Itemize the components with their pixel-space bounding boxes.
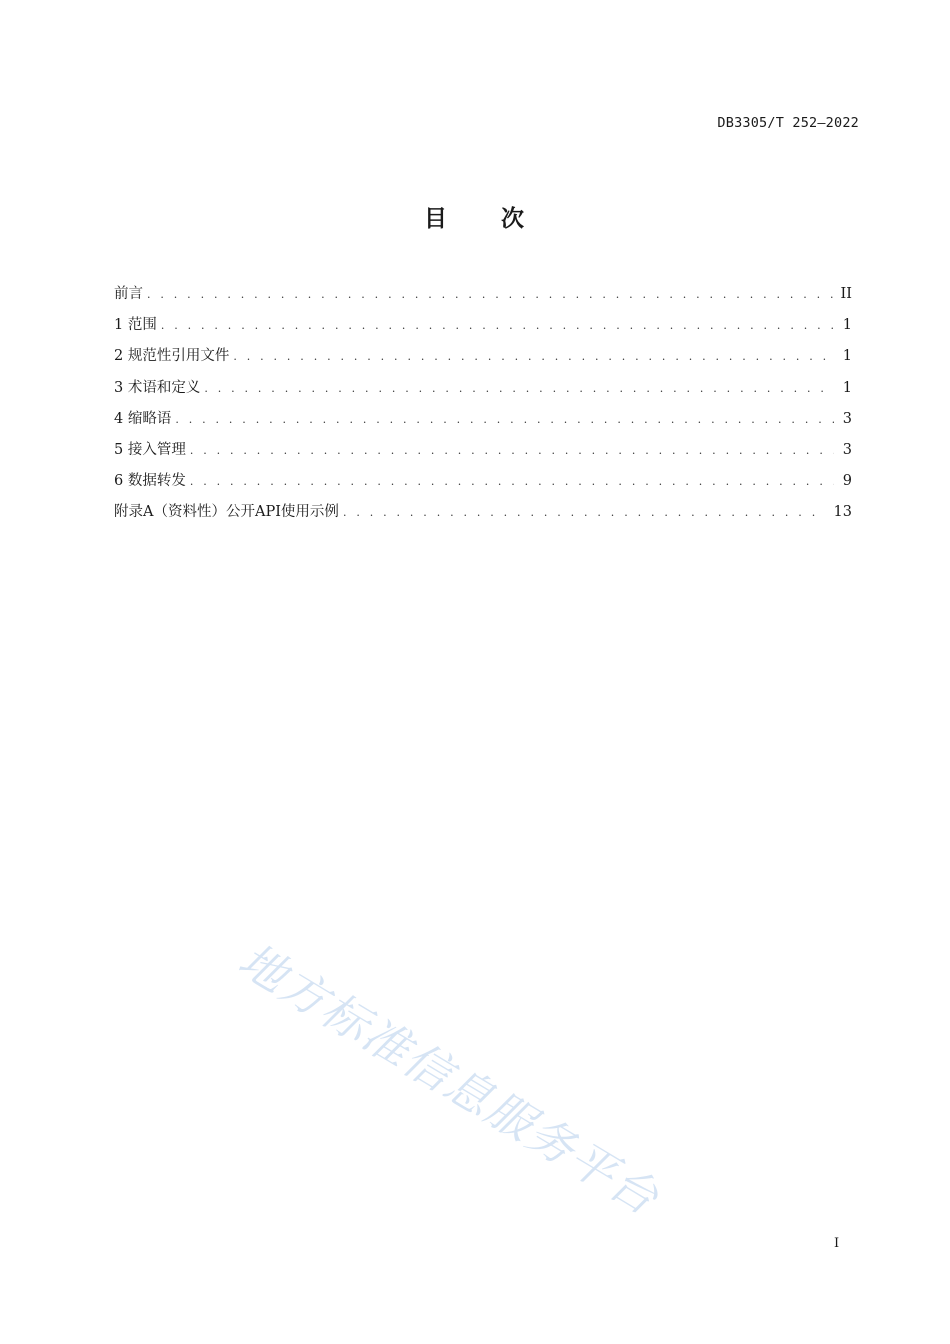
toc-leader-dots — [161, 319, 834, 332]
toc-leader-dots — [175, 413, 834, 426]
watermark: 地方标准信息服务平台 — [229, 932, 669, 1226]
toc-entry-label: 4 缩略语 — [114, 410, 172, 427]
toc-title-char-2: 次 — [501, 206, 526, 232]
toc-entry-page: 9 — [842, 473, 852, 490]
toc-title — [0, 200, 950, 233]
table-of-contents — [114, 282, 852, 532]
toc-leader-dots — [204, 382, 834, 395]
toc-entry-label: 2 规范性引用文件 — [114, 348, 230, 365]
toc-entry-page: 1 — [842, 379, 852, 396]
toc-leader-dots — [343, 506, 826, 519]
toc-entry-page: 13 — [833, 504, 852, 521]
toc-entry-label: 附录A（资料性）公开API使用示例 — [114, 504, 339, 521]
toc-entry-normative-references[interactable] — [114, 344, 852, 375]
toc-entry-label: 5 接入管理 — [114, 441, 186, 458]
toc-entry-scope[interactable] — [114, 313, 852, 344]
toc-entry-page: 3 — [842, 441, 852, 458]
toc-entry-abbreviations[interactable] — [114, 407, 852, 438]
page-number: I — [834, 1236, 840, 1251]
toc-entry-access-management[interactable] — [114, 438, 852, 469]
toc-entry-page: II — [840, 286, 852, 302]
toc-entry-page: 1 — [842, 348, 852, 365]
toc-entry-foreword[interactable] — [114, 282, 852, 313]
toc-entry-label: 3 术语和定义 — [114, 379, 201, 396]
document-code: DB3305/T 252—2022 — [717, 115, 859, 131]
toc-entry-page: 1 — [842, 317, 852, 334]
toc-entry-label: 6 数据转发 — [114, 473, 186, 490]
toc-leader-dots — [190, 475, 834, 488]
toc-entry-terms-definitions[interactable] — [114, 376, 852, 407]
toc-title-char-1: 目 — [424, 206, 449, 232]
toc-leader-dots — [190, 444, 834, 457]
toc-entry-label: 1 范围 — [114, 317, 157, 334]
toc-entry-page: 3 — [842, 410, 852, 427]
toc-entry-label: 前言 — [114, 286, 143, 302]
toc-leader-dots — [147, 288, 833, 301]
toc-leader-dots — [233, 350, 834, 363]
toc-entry-appendix-a[interactable] — [114, 500, 852, 531]
toc-entry-data-forwarding[interactable] — [114, 469, 852, 500]
